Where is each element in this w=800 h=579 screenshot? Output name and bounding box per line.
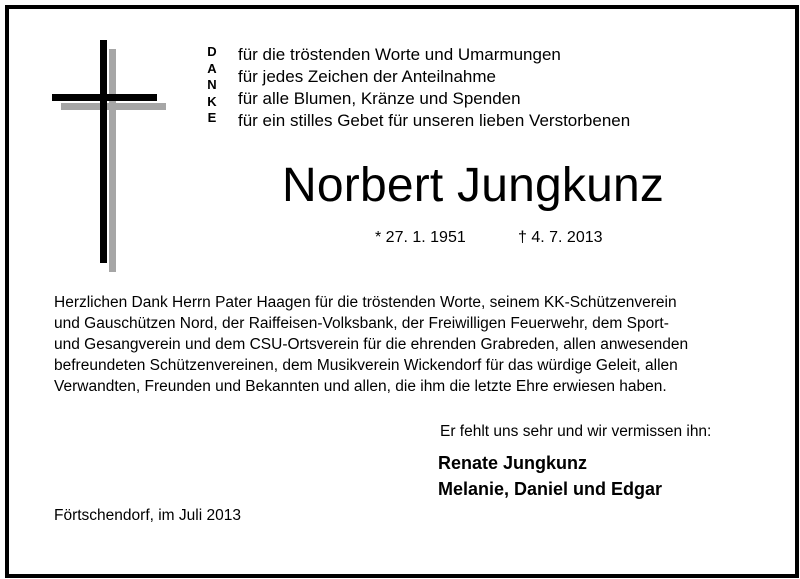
signer-name: Renate Jungkunz [438,453,588,473]
acknowledgement-line: und Gesangverein und dem CSU-Ortsverein für die ehrenden Grabreden, allen anwesenden [54,336,689,353]
signers [438,450,662,502]
acknowledgement-line: Verwandten, Freunden und Bekannten und allen, die ihm die letzte Ehre erwiesen haben. [54,378,667,395]
place-date: Förtschendorf, im Juli 2013 [54,507,241,524]
danke-vertical [203,44,221,127]
danke-letter: E [207,110,217,125]
death-date: † 4. 7. 2013 [518,229,603,246]
thanks-line: für die tröstenden Worte und Umarmungen [238,45,561,64]
acknowledgement-line: und Gauschützen Nord, der Raiffeisen-Volksbank, der Freiwilligen Feuerwehr, dem Sport- [54,315,669,332]
danke-letter: D [207,44,217,59]
signer-name: Melanie, Daniel und Edgar [438,479,663,499]
thanks-list [238,44,630,132]
thanks-line: für jedes Zeichen der Anteilnahme [238,67,496,86]
acknowledgement-line: Herzlichen Dank Herrn Pater Haagen für die tröstenden Worte, seinem KK-Schützenverein [54,294,677,311]
acknowledgement-line: befreundeten Schützenvereinen, dem Musikverein Wickendorf für das würdige Geleit, allen [54,357,678,374]
thanks-line: für alle Blumen, Kränze und Spenden [238,89,521,108]
thanks-line: für ein stilles Gebet für unseren lieben Verstorbenen [238,111,631,130]
deceased-name: Norbert Jungkunz [282,159,665,212]
missing-text: Er fehlt uns sehr und wir vermissen ihn: [440,423,712,440]
danke-letter: N [207,77,217,92]
danke-letter: A [207,60,217,76]
danke-letter: K [207,93,217,109]
birth-date: * 27. 1. 1951 [375,229,466,246]
acknowledgement-text [54,292,754,397]
